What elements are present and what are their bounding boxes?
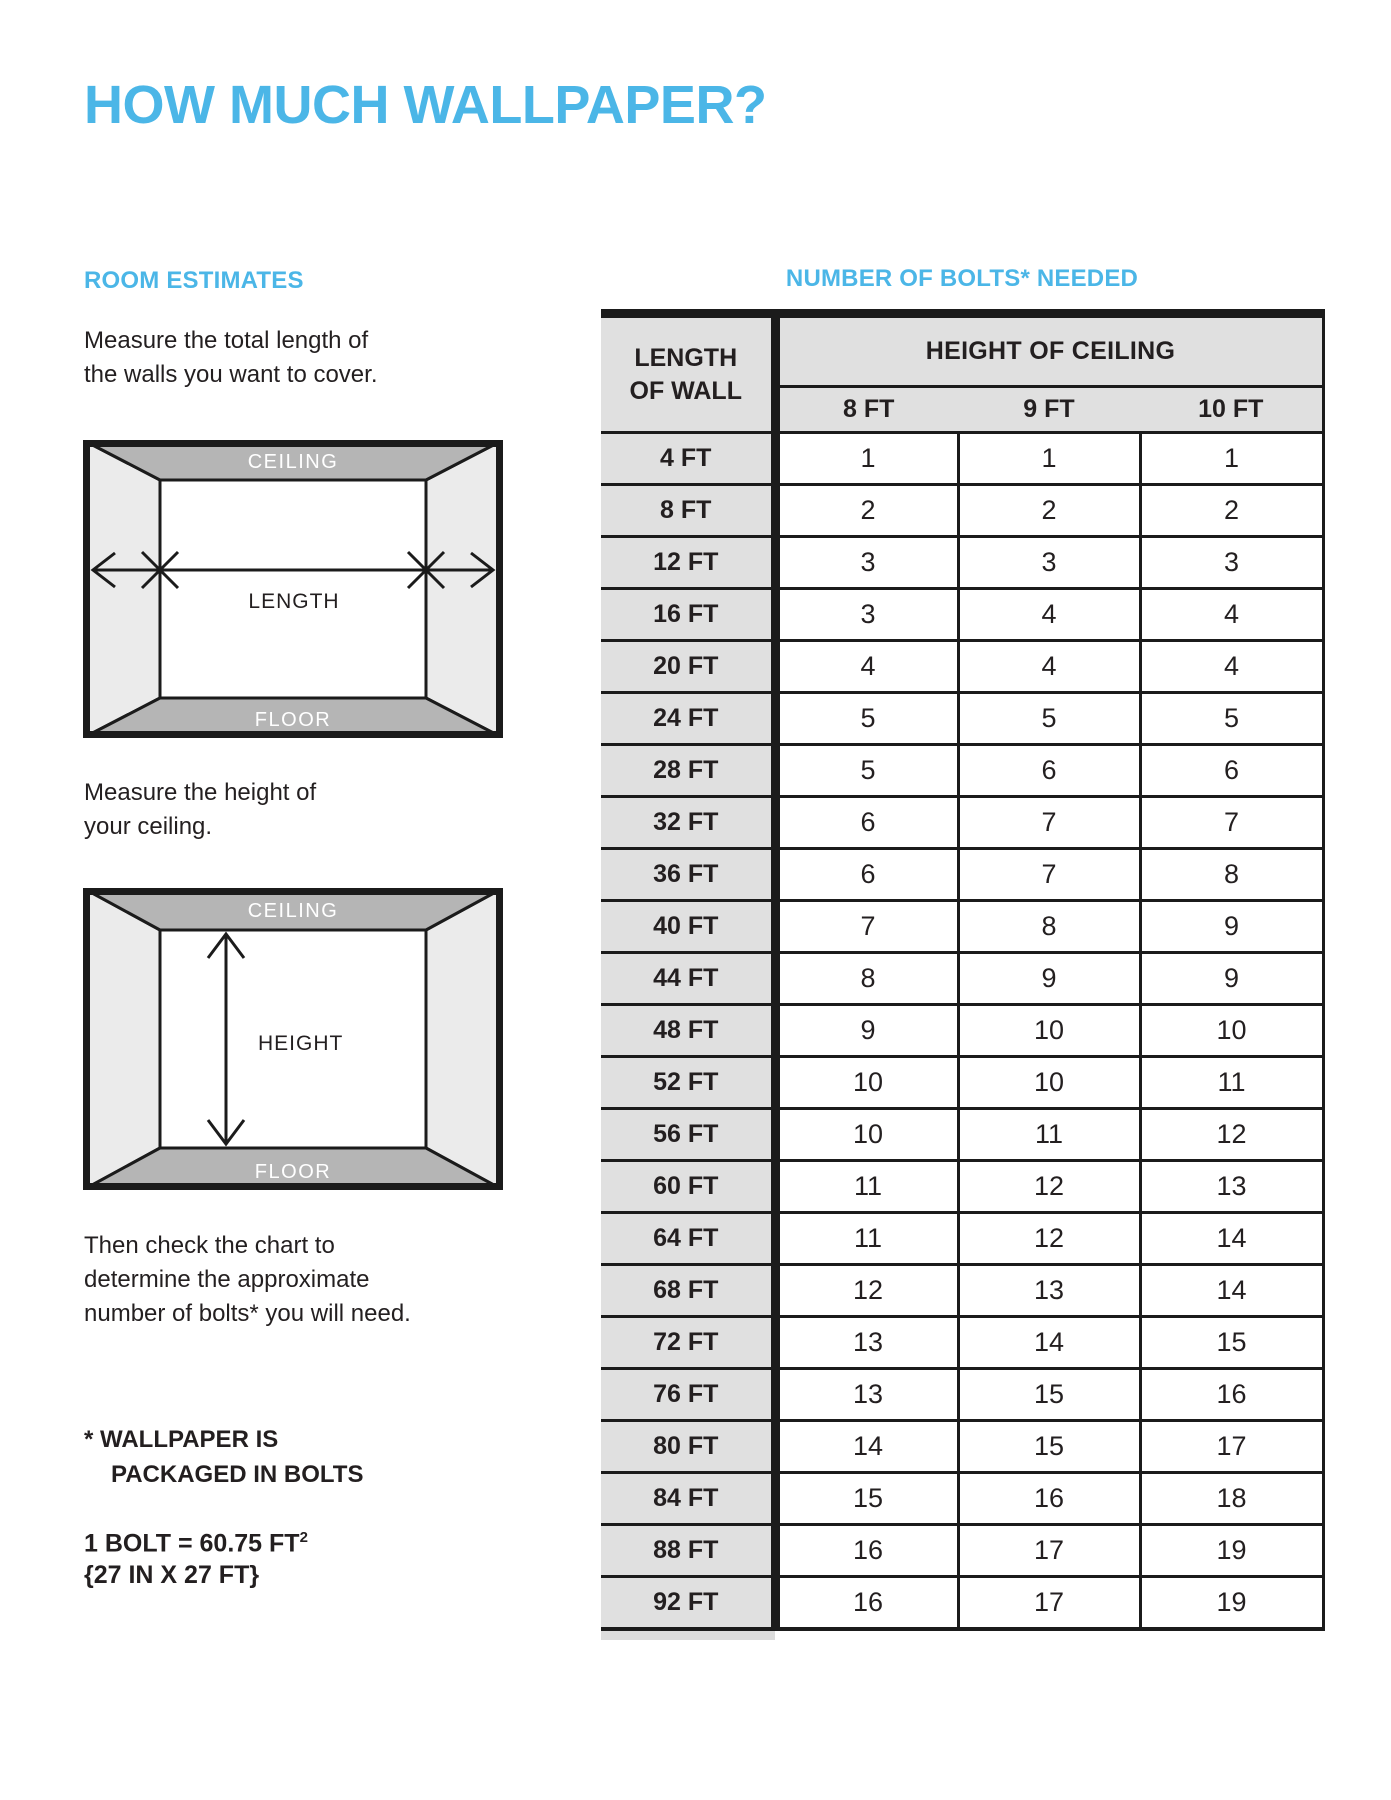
table-header-row (601, 314, 1323, 387)
section-heading-room-estimates: ROOM ESTIMATES (84, 267, 304, 294)
bolt-count-cell: 12 (958, 1161, 1140, 1213)
bolt-count-cell: 4 (958, 641, 1140, 693)
table-row (601, 745, 1323, 797)
bolt-count-cell: 19 (1140, 1525, 1323, 1577)
right-wall (426, 440, 503, 738)
length-measure-label: LENGTH (248, 590, 340, 613)
wall-length-label: 4 FT (601, 433, 775, 485)
bolts-footnote (84, 1422, 363, 1492)
bolt-count-cell: 9 (1140, 953, 1323, 1005)
bolt-count-cell: 6 (958, 745, 1140, 797)
bolt-count-cell: 13 (1140, 1161, 1323, 1213)
bolt-count-cell: 16 (775, 1577, 958, 1629)
bolt-count-cell: 6 (775, 849, 958, 901)
table-row (601, 1005, 1323, 1057)
wall-length-label: 16 FT (601, 589, 775, 641)
height-measure-label: HEIGHT (258, 1032, 344, 1055)
wall-length-label: 44 FT (601, 953, 775, 1005)
wall-length-label: 72 FT (601, 1317, 775, 1369)
bolt-count-cell: 15 (1140, 1317, 1323, 1369)
label-column-stub (601, 1631, 775, 1640)
instruction-line: number of bolts* you will need. (84, 1300, 411, 1327)
wall-length-label: 92 FT (601, 1577, 775, 1629)
wall-length-label: 40 FT (601, 901, 775, 953)
table-row (601, 1369, 1323, 1421)
col-header-10ft: 10 FT (1140, 387, 1323, 433)
left-wall (83, 888, 160, 1190)
table-row (601, 1161, 1323, 1213)
bolt-count-cell: 1 (958, 433, 1140, 485)
wall-length-label: 24 FT (601, 693, 775, 745)
bolt-count-cell: 10 (775, 1109, 958, 1161)
bolt-count-cell: 1 (1140, 433, 1323, 485)
wall-length-label: 80 FT (601, 1421, 775, 1473)
table-row (601, 1109, 1323, 1161)
table-row (601, 537, 1323, 589)
ceiling-label: CEILING (247, 451, 339, 473)
page-title: HOW MUCH WALLPAPER? (84, 75, 767, 135)
bolt-size-line: 1 BOLT = 60.75 $FT^2$ (84, 1529, 308, 1558)
wall-length-label: 12 FT (601, 537, 775, 589)
bolt-count-cell: 9 (958, 953, 1140, 1005)
col-header-9ft: 9 FT (958, 387, 1140, 433)
bolt-count-cell: 5 (775, 745, 958, 797)
table-row (601, 1525, 1323, 1577)
bolt-dimensions-line: {27 IN X 27 FT} (84, 1561, 260, 1590)
bolt-count-cell: 4 (958, 589, 1140, 641)
bolt-count-cell: 13 (958, 1265, 1140, 1317)
left-wall (83, 440, 160, 738)
table-row (601, 953, 1323, 1005)
bolt-count-cell: 7 (958, 797, 1140, 849)
bolt-count-cell: 10 (775, 1057, 958, 1109)
bolt-count-cell: 6 (1140, 745, 1323, 797)
table-row (601, 693, 1323, 745)
bolt-count-cell: 18 (1140, 1473, 1323, 1525)
table-row (601, 485, 1323, 537)
bolt-count-cell: 4 (1140, 589, 1323, 641)
table-row (601, 797, 1323, 849)
bolt-count-cell: 4 (1140, 641, 1323, 693)
bolt-count-cell: 7 (775, 901, 958, 953)
instruction-measure-length (84, 324, 377, 392)
table-row (601, 1057, 1323, 1109)
table-row (601, 1265, 1323, 1317)
instruction-line: your ceiling. (84, 813, 213, 840)
instruction-line: Measure the total length of (84, 327, 369, 354)
instruction-check-chart (84, 1229, 411, 1331)
table-row (601, 641, 1323, 693)
instruction-measure-height (84, 776, 316, 844)
bolt-count-cell: 12 (958, 1213, 1140, 1265)
bolt-count-cell: 5 (958, 693, 1140, 745)
ceiling-label: CEILING (247, 900, 339, 922)
wall-length-label: 76 FT (601, 1369, 775, 1421)
bolt-count-cell: 10 (958, 1057, 1140, 1109)
table-row (601, 1213, 1323, 1265)
bolt-count-cell: 5 (775, 693, 958, 745)
table-row (601, 1473, 1323, 1525)
bolt-count-cell: 17 (1140, 1421, 1323, 1473)
bolt-count-cell: 7 (958, 849, 1140, 901)
bolt-count-cell: 16 (775, 1525, 958, 1577)
bolt-count-cell: 17 (958, 1525, 1140, 1577)
table-row (601, 1317, 1323, 1369)
wall-length-label: 64 FT (601, 1213, 775, 1265)
bolt-count-cell: 11 (958, 1109, 1140, 1161)
bolt-count-cell: 8 (958, 901, 1140, 953)
bolt-count-cell: 12 (1140, 1109, 1323, 1161)
wall-length-label: 20 FT (601, 641, 775, 693)
table-row (601, 901, 1323, 953)
right-wall (426, 888, 503, 1190)
table-row (601, 589, 1323, 641)
bolt-count-cell: 12 (775, 1265, 958, 1317)
bolt-count-cell: 2 (958, 485, 1140, 537)
bolt-count-cell: 11 (775, 1213, 958, 1265)
instruction-line: Then check the chart to (84, 1232, 335, 1259)
table-row (601, 1577, 1323, 1629)
bolt-count-cell: 14 (1140, 1213, 1323, 1265)
bolt-count-cell: 15 (958, 1421, 1140, 1473)
bolt-count-cell: 8 (1140, 849, 1323, 901)
room-diagram-height (83, 888, 503, 1190)
bolt-count-cell: 14 (775, 1421, 958, 1473)
bolt-count-cell: 15 (775, 1473, 958, 1525)
bolt-count-cell: 11 (775, 1161, 958, 1213)
bolt-count-cell: 19 (1140, 1577, 1323, 1629)
wall-length-label: 48 FT (601, 1005, 775, 1057)
instruction-line: determine the approximate (84, 1266, 370, 1293)
table-row (601, 849, 1323, 901)
wall-length-label: 60 FT (601, 1161, 775, 1213)
bolt-count-cell: 9 (775, 1005, 958, 1057)
bolt-count-cell: 9 (1140, 901, 1323, 953)
bolt-count-cell: 16 (1140, 1369, 1323, 1421)
bolt-count-cell: 13 (775, 1369, 958, 1421)
wall-length-label: 32 FT (601, 797, 775, 849)
bolt-count-cell: 13 (775, 1317, 958, 1369)
back-wall (160, 480, 426, 698)
squared-superscript: 2 (299, 1529, 308, 1546)
floor-label: FLOOR (254, 1161, 332, 1183)
bolt-count-cell: 3 (775, 537, 958, 589)
bolt-count-cell: 7 (1140, 797, 1323, 849)
bolts-table-section (601, 267, 1323, 1640)
col-group-header-height-of-ceiling: HEIGHT OF CEILING (775, 314, 1323, 387)
bolt-count-cell: 8 (775, 953, 958, 1005)
bolt-count-cell: 14 (1140, 1265, 1323, 1317)
bolt-count-cell: 10 (1140, 1005, 1323, 1057)
bolt-count-cell: 14 (958, 1317, 1140, 1369)
wall-length-label: 8 FT (601, 485, 775, 537)
header-line: OF WALL (629, 376, 742, 405)
header-line: LENGTH (634, 343, 738, 372)
col-header-length-of-wall (601, 314, 775, 433)
instruction-line: Measure the height of (84, 779, 317, 806)
bolt-count-cell: 16 (958, 1473, 1140, 1525)
bolt-count-cell: 17 (958, 1577, 1140, 1629)
wall-length-label: 68 FT (601, 1265, 775, 1317)
wall-length-label: 84 FT (601, 1473, 775, 1525)
bolt-count-cell: 1 (775, 433, 958, 485)
instruction-line: the walls you want to cover. (84, 361, 378, 388)
wall-length-label: 56 FT (601, 1109, 775, 1161)
bolt-count-cell: 2 (775, 485, 958, 537)
bolt-count-cell: 11 (1140, 1057, 1323, 1109)
table-row (601, 433, 1323, 485)
bolt-equation (84, 1522, 308, 1591)
table-row (601, 1421, 1323, 1473)
bolt-count-cell: 5 (1140, 693, 1323, 745)
bolt-count-cell: 2 (1140, 485, 1323, 537)
footnote-line: * WALLPAPER IS (84, 1426, 279, 1453)
footnote-line: PACKAGED IN BOLTS (111, 1461, 364, 1488)
wall-length-label: 28 FT (601, 745, 775, 797)
bolt-count-cell: 3 (775, 589, 958, 641)
bolt-count-cell: 15 (958, 1369, 1140, 1421)
room-diagram-length (83, 440, 503, 738)
col-header-8ft: 8 FT (775, 387, 958, 433)
wall-length-label: 88 FT (601, 1525, 775, 1577)
bolt-count-cell: 10 (958, 1005, 1140, 1057)
bolts-table (601, 309, 1325, 1631)
table-heading: NUMBER OF BOLTS* NEEDED (785, 265, 1139, 292)
wall-length-label: 52 FT (601, 1057, 775, 1109)
bolt-count-cell: 3 (1140, 537, 1323, 589)
floor-label: FLOOR (254, 709, 332, 731)
bolt-count-cell: 6 (775, 797, 958, 849)
bolt-count-cell: 4 (775, 641, 958, 693)
wall-length-label: 36 FT (601, 849, 775, 901)
bolt-count-cell: 3 (958, 537, 1140, 589)
